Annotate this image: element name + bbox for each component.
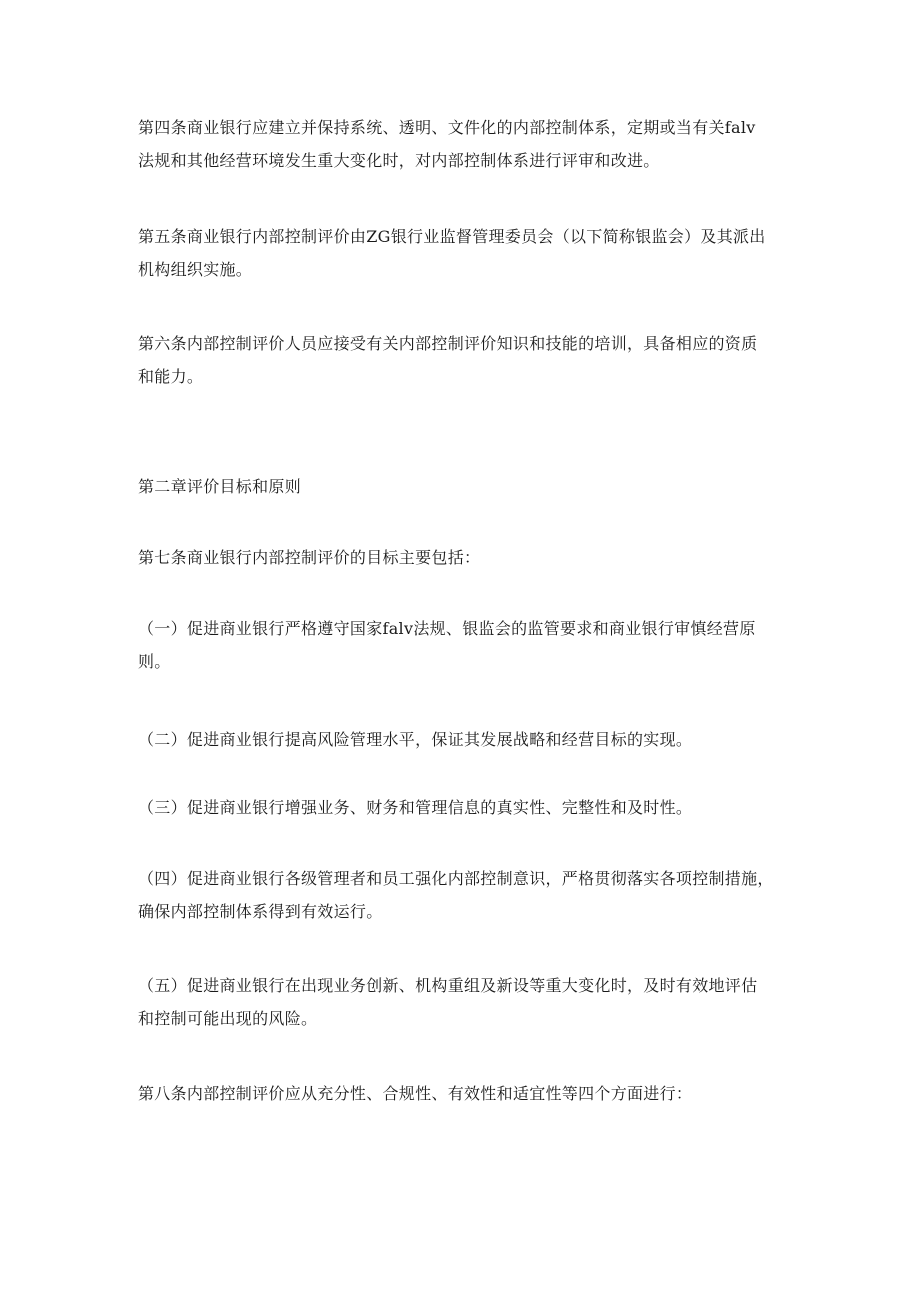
paragraph-article-8 <box>138 1077 788 1110</box>
text-line: 第五条商业银行内部控制评价由ZG银行业监督管理委员会（以下简称银监会）及其派出 <box>138 227 766 246</box>
paragraph-article-7 <box>138 541 788 574</box>
list-item-1 <box>138 612 788 678</box>
text-line: 第二章评价目标和原则 <box>138 477 302 496</box>
text-line: （四）促进商业银行各级管理者和员工强化内部控制意识，严格贯彻落实各项控制措施， <box>138 869 774 888</box>
text-line: （五）促进商业银行在出现业务创新、机构重组及新设等重大变化时，及时有效地评估 <box>138 976 758 995</box>
text-line: 法规和其他经营环境发生重大变化时，对内部控制体系进行评审和改进。 <box>138 151 660 170</box>
paragraph-article-6 <box>138 327 788 393</box>
text-line: 确保内部控制体系得到有效运行。 <box>138 902 383 921</box>
text-line: 第六条内部控制评价人员应接受有关内部控制评价知识和技能的培训，具备相应的资质 <box>138 334 758 353</box>
list-item-4 <box>138 862 788 928</box>
text-line: 和能力。 <box>138 367 204 386</box>
text-line: （二）促进商业银行提高风险管理水平，保证其发展战略和经营目标的实现。 <box>138 730 693 749</box>
list-item-5 <box>138 969 788 1035</box>
text-line: 则。 <box>138 652 171 671</box>
list-item-2 <box>138 723 788 756</box>
text-line: 第八条内部控制评价应从充分性、合规性、有效性和适宜性等四个方面进行： <box>138 1084 693 1103</box>
chapter-heading <box>138 470 788 503</box>
text-line: （三）促进商业银行增强业务、财务和管理信息的真实性、完整性和及时性。 <box>138 798 693 817</box>
paragraph-article-4 <box>138 111 788 177</box>
text-line: 第四条商业银行应建立并保持系统、透明、文件化的内部控制体系，定期或当有关falv <box>138 118 756 137</box>
text-line: （一）促进商业银行严格遵守国家falv法规、银监会的监管要求和商业银行审慎经营原 <box>138 619 756 638</box>
text-line: 第七条商业银行内部控制评价的目标主要包括： <box>138 548 481 567</box>
text-line: 机构组织实施。 <box>138 260 253 279</box>
text-line: 和控制可能出现的风险。 <box>138 1009 318 1028</box>
paragraph-article-5 <box>138 220 788 286</box>
list-item-3 <box>138 791 788 824</box>
